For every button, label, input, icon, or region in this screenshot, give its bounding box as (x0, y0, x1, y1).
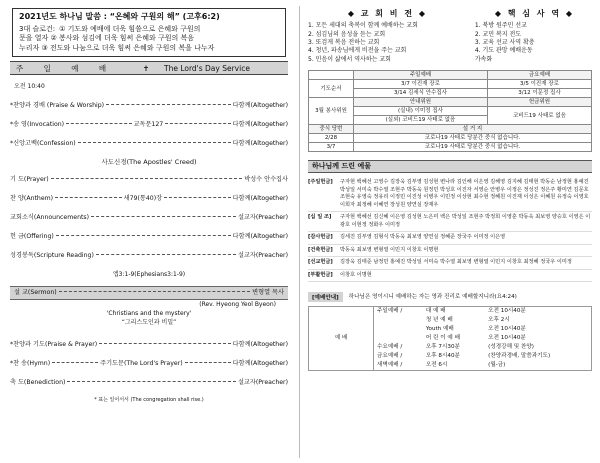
offering-type: [주일헌금] (308, 179, 333, 186)
list-item (308, 245, 592, 258)
table-cell: 오전 6시 (425, 362, 448, 369)
offering-names: 구자현 백혜선 김신혜 이은영 김성현 노은미 백은 박성일 조현주 박정희 이영훈 박동욱 최보영 양승호 이영은 이광호 이현정 정화우 이미정 (340, 214, 591, 228)
sermon-title-en: 'Christians and the mystery' (106, 310, 192, 318)
worship-title-bar (10, 61, 288, 75)
offering-names: 김세진 김부영 김형식 박동욱 최보영 양연실 정혜준 장국주 이미정 이은영 (340, 234, 506, 241)
order-item (10, 358, 288, 368)
sermon-info (8, 300, 290, 327)
table-cell: 오전 10시40분 (488, 326, 526, 333)
standing-note: * 표는 일어서서 (The congregation shall rise.) (94, 397, 204, 404)
dotted-leader (67, 381, 236, 382)
mission-item: 4. 기도 관망 예배운동 (474, 47, 533, 55)
table-header: 설 거 지 (354, 125, 592, 134)
list-item (308, 212, 592, 232)
mission-item: 2. 교민 복지 전도 (474, 30, 522, 38)
offering-type: [선교헌금] (308, 259, 333, 266)
table-cell (309, 71, 354, 80)
order-label: 기 도(Prayer) (10, 176, 49, 184)
duty-table (308, 70, 592, 152)
order-label: *찬양과 경배 (Praise & Worship) (10, 102, 105, 110)
order-detail: 교독문127 (133, 121, 164, 129)
table-cell: 오후 2시 (488, 317, 510, 324)
church-info-page (300, 0, 600, 463)
order-label: 찬 양(Anthem) (10, 195, 54, 203)
table-header: 헌금위원 (487, 98, 591, 107)
table-cell: 코로나19 사태로 당분간 중식 없습니다. (354, 143, 592, 152)
order-leader: 다함께(Altogether) (232, 233, 288, 241)
list-item (308, 257, 592, 270)
order-item (14, 287, 284, 299)
dotted-leader (106, 104, 231, 105)
order-leader: 다함께(Altogether) (232, 121, 289, 129)
core-mission (467, 8, 594, 64)
table-cell: (성경강해 및 찬양) (488, 344, 534, 351)
vision-item: 1. 모든 세대의 축복이 함께 예배하는 교회 (308, 22, 418, 30)
table-cell: 코로나19 사태로 당분간 중식 없습니다. (354, 134, 592, 143)
offering-names: 박동욱 최보영 변형열 이민지 이창호 이명현 (340, 246, 439, 253)
order-item (10, 138, 288, 148)
vision-item: 5. 민음이 삶에서 역사하는 교회 (308, 55, 391, 63)
vision-item: 2. 섬김님의 음성을 듣는 교회 (308, 30, 386, 38)
slogan-key: 3대 슬로건: (19, 24, 56, 33)
table-cell: (실외) 코비드19 사태로 없음 (354, 116, 488, 125)
service-time: 오전 10:40 (14, 83, 45, 91)
list-item (308, 232, 592, 245)
order-item (10, 193, 288, 203)
list-item (308, 270, 592, 283)
sermon-title-kr: “그리스도인과 비밀” (121, 319, 177, 327)
order-detail: 주기도문(The Lord's Prayer) (100, 360, 183, 368)
worship-guide-key: [예배안내] (308, 292, 343, 302)
table-cell: Youth 예배 (425, 326, 454, 333)
order-leader: 다함께(Altogether) (232, 195, 288, 203)
cross-icon: ✝ (142, 63, 150, 73)
dotted-leader (59, 291, 250, 292)
vision-item: 3. 또검게 복음 전하는 교회 (308, 38, 380, 46)
order-item (10, 250, 288, 260)
table-cell: (찬양과경배, 말씀과기도) (488, 353, 551, 360)
order-detail: 새79(통40)장 (123, 195, 163, 203)
mission-item: 3. 교육 선교 사역 확충 (474, 38, 535, 46)
yearly-theme-box (12, 8, 286, 57)
dotted-leader (52, 362, 98, 363)
table-cell: (실내) 이미정 집사 (354, 107, 488, 116)
table-cell: 오전 10시40분 (488, 335, 526, 342)
table-cell: 오후 8시40분 (425, 353, 460, 360)
table-cell: 오후 7시30분 (425, 344, 460, 351)
sermon-bar (10, 286, 288, 300)
dotted-leader (99, 343, 230, 344)
dotted-leader (55, 197, 122, 198)
order-item (10, 377, 288, 387)
order-label: *찬양과 기도(Praise & Prayer) (10, 341, 98, 349)
offering-type: [감사헌금] (308, 234, 333, 241)
offering-names: 구자현 백혜선 고영수 김장욱 김부영 김성현 변나라 김인해 이은영 김해영 김지혜 김태현 박동순 남정현 홍예진 박성일 서미숙 박수열 조현주 박동욱 원정민 박성호 이진자 서영순 안병우 이정은 정성진 정은주 황미연 김문호 조현숙 유영숙 정유리 이정민 이진성 이병우 이민정 이상현 최수현 정혜원 이진재 이성은 이혜원 유정숙 이영호 이희자 최정혜 이혜연 장성원 양연실 장재우 (340, 179, 589, 208)
table-header: 금요예배 (487, 71, 591, 80)
table-cell: 수요예배 / (377, 344, 403, 351)
order-item (10, 212, 288, 222)
row-label: 3월 봉사위원 (309, 98, 354, 125)
offering-type: [부활헌금] (308, 271, 333, 278)
slogan-line: 누리자 ③ 전도와 나눔으로 더욱 힘써 은혜와 구원의 복을 나누자 (19, 43, 215, 52)
row-label: 예 배 (309, 307, 374, 371)
slogan-line: 문을 열자 ② 봉사와 섬김에 더욱 힘써 은혜와 구원의 복음 (19, 34, 195, 43)
order-label: 성경봉독(Scripture Reading) (10, 252, 94, 260)
table-cell (374, 325, 423, 334)
table-cell: 주일예배 / (377, 308, 403, 315)
offering-names: 이창호 이명현 (340, 271, 372, 278)
table-cell (374, 316, 423, 325)
order-item (10, 100, 288, 110)
theme-title: 2021년도 하나님 말씀 : “온혜와 구원의 해” (고후6:2) (19, 12, 220, 21)
list-item (308, 177, 592, 212)
worship-title-en: The Lord's Day Service (164, 63, 250, 73)
offering-type: [건축헌금] (308, 246, 333, 253)
offering-type: [십 일 조] (308, 214, 332, 221)
dotted-leader (91, 216, 236, 217)
dotted-leader (56, 235, 231, 236)
vision-title: ◆ 교 회 비 전 ◆ (347, 9, 427, 18)
dotted-leader (78, 142, 231, 143)
offering-list (308, 177, 592, 282)
order-leader: 설교자(Preacher) (237, 214, 288, 222)
apostles-creed: 사도신경(The Apostles' Creed) (101, 158, 197, 167)
offering-names: 김장욱 김태준 남정민 홍예진 박성일 서미숙 박수열 최보영 변형열 이민지 이창호 최정혜 정국우 이미정 (340, 259, 572, 266)
table-cell (374, 334, 423, 343)
scripture-reference: 엡3:1-9(Ephesians3:1-9) (112, 271, 186, 279)
mission-title: ◆ 핵 심 사 역 ◆ (494, 9, 574, 18)
order-leader: 박성수 안수집사 (244, 176, 288, 184)
row-label: 기도순서 (309, 80, 354, 98)
order-item (10, 231, 288, 241)
table-cell: 코비드19 사태로 없음 (487, 107, 591, 125)
order-item (10, 174, 288, 184)
worship-title-kr: 주 일 예 배 (16, 63, 116, 73)
table-cell: 3/5 이진재 장로 (487, 80, 591, 89)
order-label: *송 영(Invocation) (10, 121, 65, 129)
table-cell: 어 린 이 예 배 (425, 335, 460, 342)
order-leader: 다함께(Altogether) (232, 140, 288, 148)
offering-title: 하나님께 드린 예물 (308, 160, 592, 173)
order-label: 설 교(Sermon) (14, 289, 57, 297)
church-vision (308, 8, 467, 64)
vision-item: 4. 청년, 파송님에게 비전을 주는 교회 (308, 47, 407, 55)
table-header: 중식 당번 (309, 125, 354, 134)
table-cell: 금요예배 / (377, 353, 403, 360)
mission-item: 가속화 (474, 55, 493, 63)
table-cell: 대 예 배 (425, 308, 446, 315)
table-cell: 새벽예배 / (377, 362, 403, 369)
dotted-leader (164, 197, 231, 198)
order-label: 헌 금(Offering) (10, 233, 54, 241)
table-cell: 2/28 (309, 134, 354, 143)
order-leader: 다함께(Altogether) (232, 102, 288, 110)
dotted-leader (51, 178, 242, 179)
order-item (10, 339, 288, 349)
order-label: 축 도(Benediction) (10, 379, 66, 387)
order-leader: 설교자(Preacher) (237, 379, 288, 387)
dotted-leader (66, 123, 131, 124)
order-leader: 설교자(Preacher) (237, 252, 288, 260)
dotted-leader (165, 123, 230, 124)
table-cell: 3/14 김세식 안수집사 (354, 89, 488, 98)
table-row (309, 307, 592, 317)
slogan-line: ① 기도와 예배에 더욱 힘씀으로 은혜와 구원의 (59, 24, 201, 33)
mission-item: 1. 북방 원주민 선교 (474, 22, 527, 30)
order-label: *찬 송(Hymn) (10, 360, 51, 368)
order-label: *신앙고백(Confession) (10, 140, 76, 148)
dotted-leader (185, 362, 231, 363)
table-header: 주일예배 (354, 71, 488, 80)
table-header: 안내위원 (354, 98, 488, 107)
vision-mission (308, 8, 594, 64)
preacher-name: 변형열 목사 (252, 289, 284, 297)
table-cell: 오전 10시40분 (488, 308, 526, 315)
worship-guide (308, 292, 592, 302)
preacher-name-en: (Rev. Hyeong Yeol Byeon) (199, 301, 276, 309)
service-times-table (308, 306, 592, 371)
table-cell: 청 년 예 배 (425, 317, 453, 324)
table-cell: 3/12 이문정 집사 (487, 89, 591, 98)
worship-guide-verse: 하나님은 영이시니 예배하는 자는 영과 진리로 예배할지니라(요4:24) (348, 294, 517, 301)
order-leader: 다함께(Altogether) (232, 360, 288, 368)
table-cell: 3/7 (309, 143, 354, 152)
table-cell: (월-금) (488, 362, 506, 369)
order-label: 교회소식(Announcements) (10, 214, 90, 222)
order-item (10, 119, 288, 129)
dotted-leader (96, 254, 236, 255)
order-leader: 다함께(Altogether) (232, 341, 288, 349)
table-cell: 3/7 이진재 장로 (354, 80, 488, 89)
slogan-row (19, 25, 279, 34)
